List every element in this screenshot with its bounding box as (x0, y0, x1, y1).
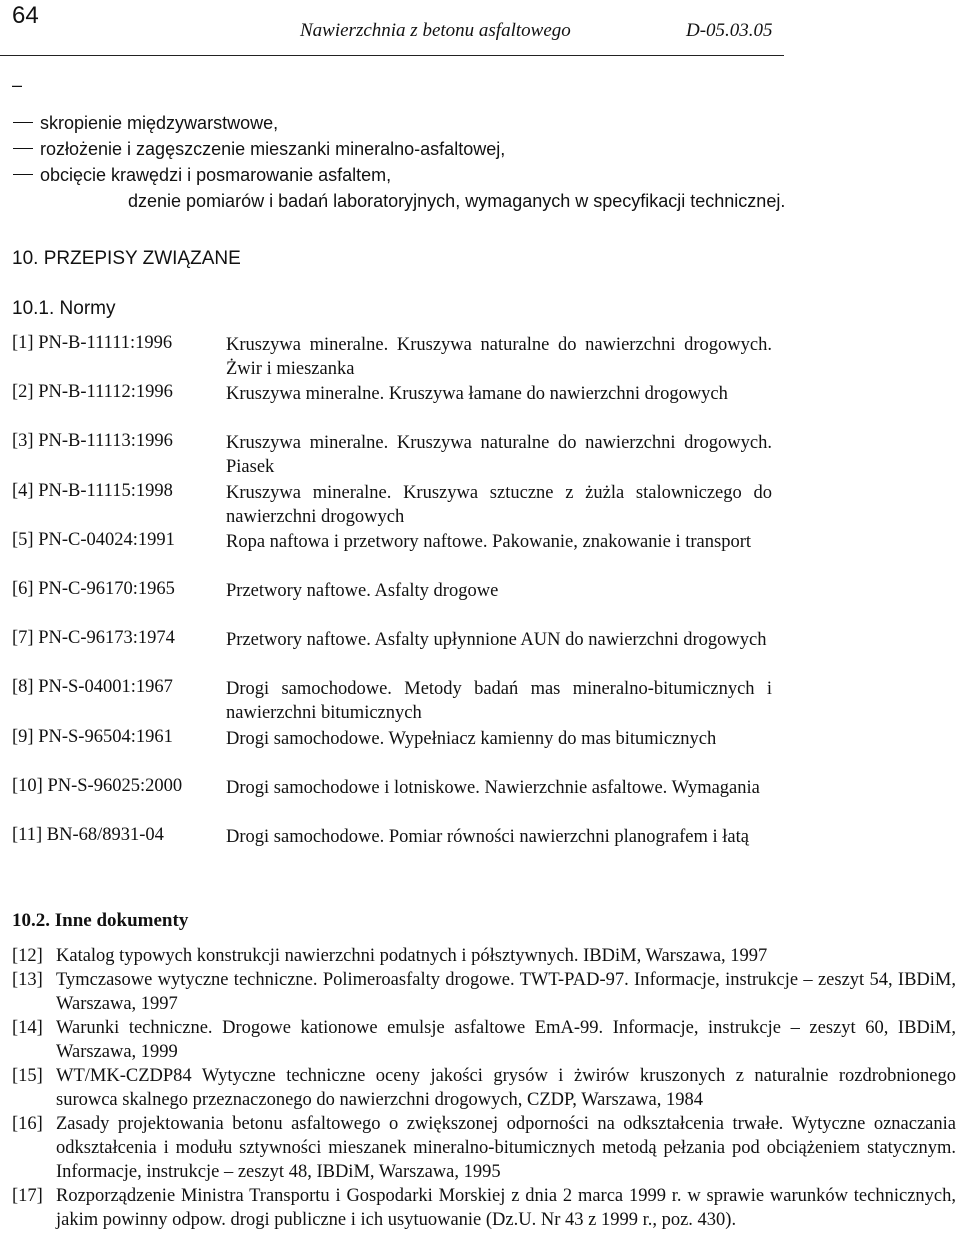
norm-title: Drogi samochodowe. Metody badań mas mineralno-bitumicznych i nawierzchni bitumicznych (226, 679, 772, 724)
norms-heading: 10.1. Normy (12, 298, 116, 319)
norm-code: [9] PN-S-96504:1961 (12, 726, 173, 747)
norm-title: Drogi samochodowe. Pomiar równości nawierzchni planografem i łatą (226, 826, 749, 847)
reference-number: [13] (12, 970, 43, 990)
dash-bullet (13, 174, 33, 175)
page-number: 64 (12, 2, 39, 29)
dash-bullet (13, 122, 33, 123)
reference-number: [14] (12, 1018, 43, 1038)
norm-title: Kruszywa mineralne. Kruszywa naturalne do nawierzchni drogowych. Żwir i mieszanka (226, 335, 772, 379)
reference-entry (0, 968, 960, 1016)
dash-bullet (13, 148, 33, 149)
norm-title: Kruszywa mineralne. Kruszywa sztuczne z żużla stalowniczego do nawierzchni drogowych (226, 482, 772, 527)
reference-text: Katalog typowych konstrukcji nawierzchni podatnych i półsztywnych. IBDiM, Warszawa, 1997 (56, 946, 768, 966)
running-title: Nawierzchnia z betonu asfaltowego (300, 20, 571, 41)
list-item (0, 188, 960, 214)
norm-title: Drogi samochodowe. Wypełniacz kamienny do mas bitumicznych (226, 728, 717, 749)
list-item-text: obcięcie krawędzi i posmarowanie asfaltem, (40, 165, 392, 185)
list-item (0, 136, 960, 162)
reference-text: Warunki techniczne. Drogowe kationowe emulsje asfaltowe EmA-99. Informacje, instrukcje – zeszyt 60, IBDiM, Warszawa, 1999 (56, 1018, 956, 1062)
norm-entry (0, 530, 960, 579)
norm-code: [7] PN-C-96173:1974 (12, 628, 175, 649)
norm-entry (0, 776, 960, 825)
reference-text: Tymczasowe wytyczne techniczne. Polimeroasfalty drogowe. TWT-PAD-97. Informacje, instrukcje – zeszyt 54, IBDiM, Warszawa, 1997 (56, 970, 956, 1014)
reference-number: [15] (12, 1066, 43, 1086)
norm-code: [5] PN-C-04024:1991 (12, 529, 175, 550)
reference-text: WT/MK-CZDP84 Wytyczne techniczne oceny jakości grysów i żwirów kruszonych z naturalnie rozdrobnionego surowca skalnego przeznaczonego do nawierzchni drogowych, CZDP, Warszawa, 1984 (56, 1066, 956, 1110)
reference-entry (0, 1016, 960, 1064)
document-code: D-05.03.05 (686, 20, 773, 41)
other-documents-heading: 10.2. Inne dokumenty (12, 910, 189, 931)
other-documents-list (0, 944, 960, 1232)
norm-code: [8] PN-S-04001:1967 (12, 677, 173, 698)
norm-code: [4] PN-B-11115:1998 (12, 480, 173, 501)
norm-title: Przetwory naftowe. Asfalty drogowe (226, 580, 499, 601)
stray-dash: – (12, 75, 23, 95)
section-heading: 10. PRZEPISY ZWIĄZANE (12, 248, 241, 269)
reference-text: Zasady projektowania betonu asfaltowego o zwiększonej odporności na odkształcenia trwałe. Wytyczne oznaczania odkształcenia i modułu sztywności mieszanek mineralno-bitumicznych metodą pełzania pod obciążeniem statycznym. Informacje, instrukcje – zeszyt 48, IBDiM, Warszawa, 1995 (56, 1114, 956, 1182)
header-divider (0, 55, 784, 56)
reference-entry (0, 1184, 960, 1232)
norms-list (0, 333, 960, 874)
list-item-text: skropienie międzywarstwowe, (40, 113, 279, 133)
list-item-text: rozłożenie i zagęszczenie mieszanki mineralno-asfaltowej, (40, 139, 506, 159)
reference-entry (0, 1064, 960, 1112)
list-item (0, 110, 960, 136)
reference-entry (0, 1112, 960, 1184)
norm-code: [2] PN-B-11112:1996 (12, 382, 173, 403)
norm-entry (0, 382, 960, 431)
norm-title: Przetwory naftowe. Asfalty upłynnione AUN do nawierzchni drogowych (226, 630, 767, 651)
norm-code: [11] BN-68/8931-04 (12, 824, 164, 845)
list-item (0, 162, 960, 188)
activity-list (0, 110, 960, 214)
reference-number: [12] (12, 946, 43, 966)
norm-entry (0, 628, 960, 677)
norm-code: [3] PN-B-11113:1996 (12, 431, 173, 452)
norm-code: [6] PN-C-96170:1965 (12, 578, 175, 599)
norm-title: Kruszywa mineralne. Kruszywa naturalne do nawierzchni drogowych. Piasek (226, 433, 772, 478)
norm-entry (0, 333, 960, 382)
norm-entry (0, 431, 960, 480)
norm-code: [10] PN-S-96025:2000 (12, 775, 183, 796)
norm-code: [1] PN-B-11111:1996 (12, 333, 173, 353)
norm-entry (0, 727, 960, 776)
reference-entry (0, 944, 960, 968)
reference-number: [17] (12, 1186, 43, 1206)
norm-entry (0, 579, 960, 628)
norm-title: Ropa naftowa i przetwory naftowe. Pakowanie, znakowanie i transport (226, 531, 752, 552)
norm-title: Kruszywa mineralne. Kruszywa łamane do nawierzchni drogowych (226, 384, 728, 405)
norm-title: Drogi samochodowe i lotniskowe. Nawierzchnie asfaltowe. Wymagania (226, 777, 760, 798)
norm-entry (0, 677, 960, 726)
list-item-text: dzenie pomiarów i badań laboratoryjnych, wymaganych w specyfikacji technicznej. (128, 191, 786, 211)
norm-entry (0, 825, 960, 874)
reference-text: Rozporządzenie Ministra Transportu i Gospodarki Morskiej z dnia 2 marca 1999 r. w sprawie warunków technicznych, jakim powinny odpow. drogi publiczne i ich usytuowanie (Dz.U. Nr 43 z 1999 r., poz. 430). (56, 1186, 956, 1230)
reference-number: [16] (12, 1114, 43, 1134)
norm-entry (0, 481, 960, 530)
